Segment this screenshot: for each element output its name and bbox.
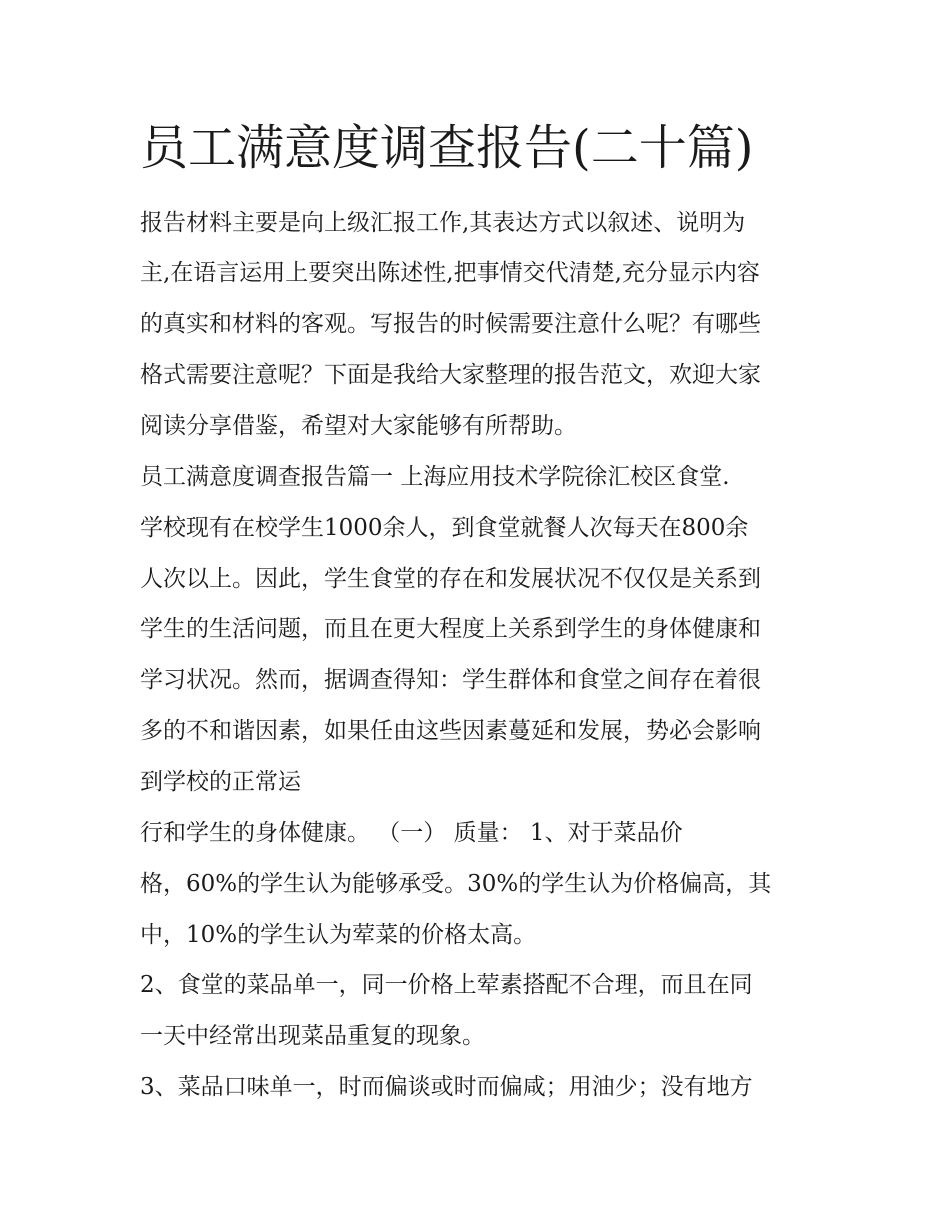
paragraph-line: 阅读分享借鉴，希望对大家能够有所帮助。 [140, 413, 577, 439]
paragraph-line: 多的不和谐因素，如果任由这些因素蔓延和发展，势必会影响 [140, 718, 761, 744]
paragraph-line: 一天中经常出现菜品重复的现象。 [140, 1023, 485, 1049]
paragraph-line: 行和学生的身体健康。 （一） 质量： 1、对于菜品价 [140, 820, 683, 846]
paragraph-line: 到学校的正常运 [140, 769, 301, 795]
paragraph-line: 人次以上。因此，学生食堂的存在和发展状况不仅仅是关系到 [140, 566, 761, 592]
paragraph-line: 员工满意度调查报告篇一 上海应用技术学院徐汇校区食堂. [140, 464, 730, 490]
paragraph-line: 报告材料主要是向上级汇报工作,其表达方式以叙述、说明为 [140, 210, 746, 236]
paragraph-line: 格式需要注意呢？下面是我给大家整理的报告范文，欢迎大家 [140, 362, 761, 388]
paragraph-line: 学习状况。然而，据调查得知：学生群体和食堂之间存在着很 [140, 667, 761, 693]
paragraph-line: 学生的生活问题，而且在更大程度上关系到学生的身体健康和 [140, 616, 761, 642]
paragraph-line: 的真实和材料的客观。写报告的时候需要注意什么呢？有哪些 [140, 311, 761, 337]
paragraph-line: 2、食堂的菜品单一，同一价格上荤素搭配不合理，而且在同 [140, 972, 753, 998]
document-title: 员工满意度调查报告(二十篇) [140, 120, 754, 176]
paragraph-line: 中，10%的学生认为荤菜的价格太高。 [140, 922, 537, 948]
paragraph-line: 学校现有在校学生1000余人，到食堂就餐人次每天在800余 [140, 515, 749, 541]
paragraph-line: 格，60%的学生认为能够承受。30%的学生认为价格偏高，其 [140, 871, 772, 897]
paragraph-line: 主,在语言运用上要突出陈述性,把事情交代清楚,充分显示内容 [140, 260, 760, 286]
paragraph-line: 3、菜品口味单一，时而偏谈或时而偏咸；用油少；没有地方 [140, 1074, 753, 1100]
